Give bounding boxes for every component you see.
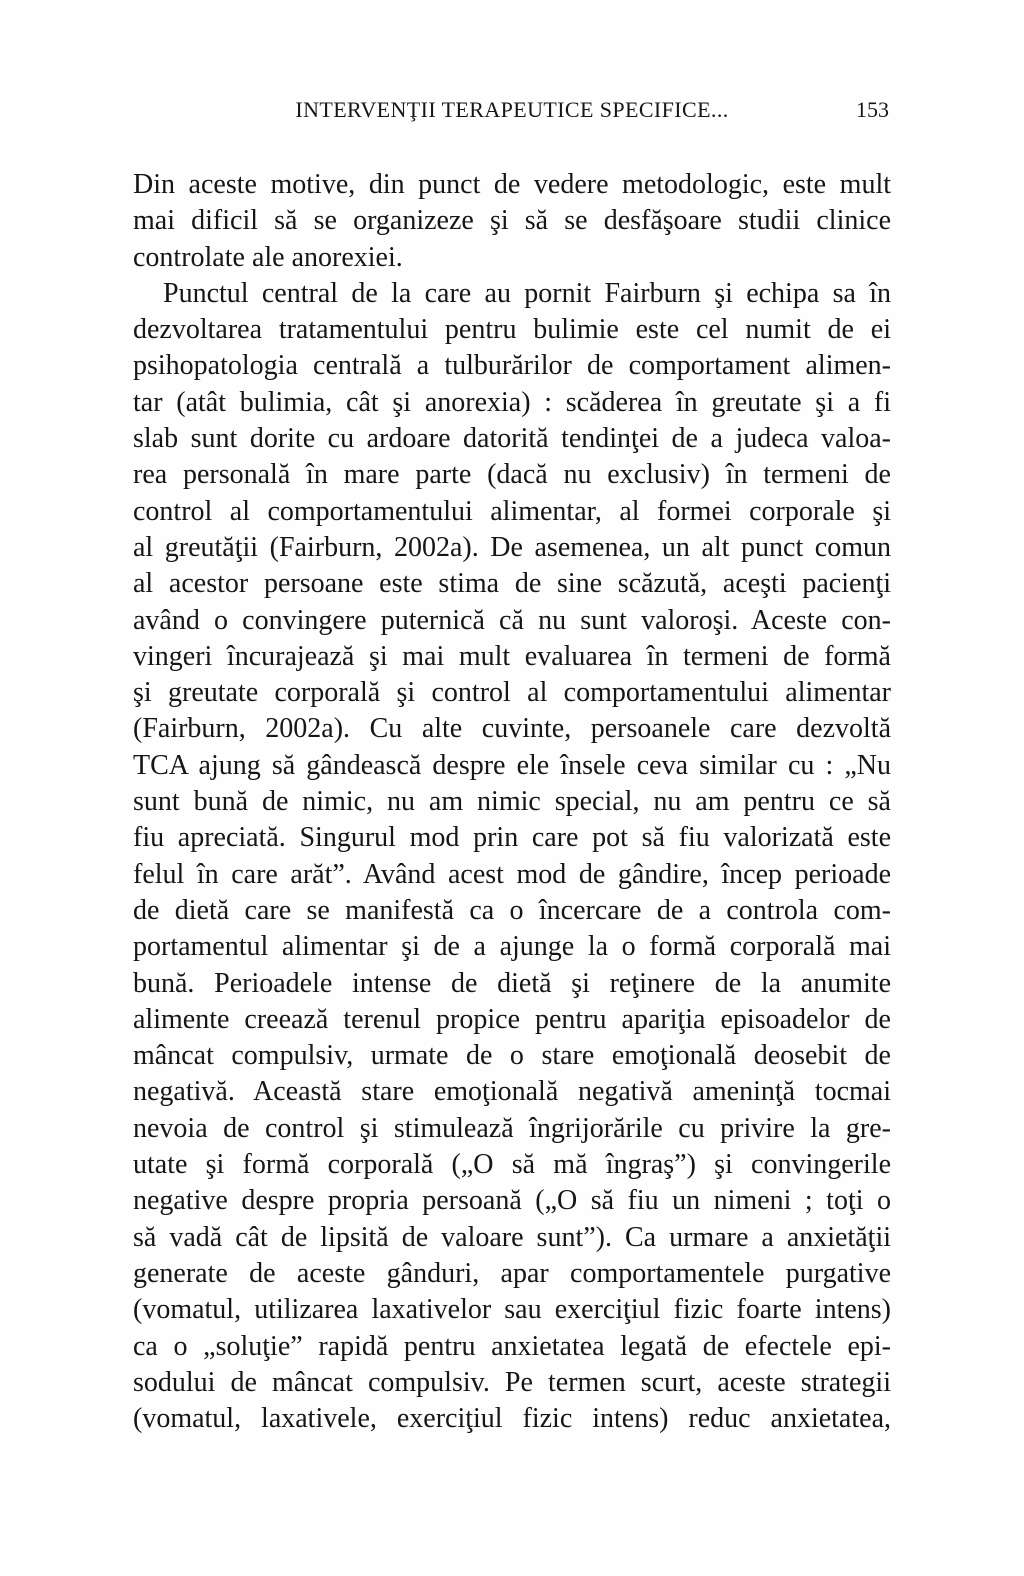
text-line: (vomatul, utilizarea laxativelor sau exerciţiul fizic foarte intens) xyxy=(133,1294,891,1326)
body-text xyxy=(133,167,891,1437)
page-number: 153 xyxy=(856,97,889,122)
text-line: generate de aceste gânduri, apar comportamentele purgative xyxy=(133,1257,891,1289)
text-line: controlate ale anorexiei. xyxy=(133,241,403,273)
chapter-title: INTERVENŢII TERAPEUTICE SPECIFICE... xyxy=(295,97,729,122)
text-line: bună. Perioadele intense de dietă şi reţinere de la anumite xyxy=(133,967,891,999)
text-line: nevoia de control şi stimulează îngrijorările cu privire la gre- xyxy=(133,1112,891,1144)
text-line: Din aceste motive, din punct de vedere metodologic, este mult xyxy=(133,169,891,200)
text-line: alimente creează terenul propice pentru apariţia episoadelor de xyxy=(133,1003,891,1035)
text-line: sunt bună de nimic, nu am nimic special, nu am pentru ce să xyxy=(133,786,891,818)
text-line: al greutăţii (Fairburn, 2002a). De asemenea, un alt punct comun xyxy=(133,531,891,563)
text-line: control al comportamentului alimentar, al formei corporale şi xyxy=(133,495,891,527)
text-line: (Fairburn, 2002a). Cu alte cuvinte, persoanele care dezvoltă xyxy=(133,713,891,745)
text-line: ca o „soluţie” rapidă pentru anxietatea legată de efectele epi- xyxy=(133,1330,891,1362)
text-line: având o convingere puternică că nu sunt valoroşi. Aceste con- xyxy=(133,604,891,636)
text-line: TCA ajung să gândească despre ele însele ceva similar cu : „Nu xyxy=(133,749,891,781)
text-line: sodului de mâncat compulsiv. Pe termen scurt, aceste strategii xyxy=(133,1366,891,1398)
text-line: felul în care arăt”. Având acest mod de gândire, încep perioade xyxy=(133,858,891,890)
text-line: dezvoltarea tratamentului pentru bulimie este cel numit de ei xyxy=(133,314,891,346)
text-line: de dietă care se manifestă ca o încercare de a controla com- xyxy=(133,894,891,926)
text-line: tar (atât bulimia, cât şi anorexia) : scăderea în greutate şi a fi xyxy=(133,386,891,418)
text-line: vingeri încurajează şi mai mult evaluarea în termeni de formă xyxy=(133,640,891,672)
text-line: utate şi formă corporală („O să mă îngraş”) şi convingerile xyxy=(133,1149,891,1181)
text-line: rea personală în mare parte (dacă nu exclusiv) în termeni de xyxy=(133,459,891,491)
text-line: mâncat compulsiv, urmate de o stare emoţională deosebit de xyxy=(133,1040,891,1072)
text-line: mai dificil să se organizeze şi să se desfăşoare studii clinice xyxy=(133,205,891,237)
text-line: fiu apreciată. Singurul mod prin care pot să fiu valorizată este xyxy=(133,822,891,854)
running-header xyxy=(133,96,891,124)
text-line: negativă. Această stare emoţională negativă ameninţă tocmai xyxy=(133,1076,891,1108)
text-line: portamentul alimentar şi de a ajunge la o formă corporală mai xyxy=(133,931,891,963)
text-line: al acestor persoane este stima de sine scăzută, aceşti pacienţi xyxy=(133,568,891,600)
text-line: slab sunt dorite cu ardoare datorită tendinţei de a judeca valoa- xyxy=(133,423,891,455)
text-line: (vomatul, laxativele, exerciţiul fizic intens) reduc anxietatea, xyxy=(133,1403,891,1435)
text-line: şi greutate corporală şi control al comportamentului alimentar xyxy=(133,677,891,709)
text-line: psihopatologia centrală a tulburărilor de comportament alimen- xyxy=(133,350,891,382)
text-line: să vadă cât de lipsită de valoare sunt”). Ca urmare a anxietăţii xyxy=(133,1221,891,1253)
text-line: Punctul central de la care au pornit Fairburn şi echipa sa în xyxy=(163,277,891,309)
text-line: negative despre propria persoană („O să fiu un nimeni ; toţi o xyxy=(133,1185,891,1217)
